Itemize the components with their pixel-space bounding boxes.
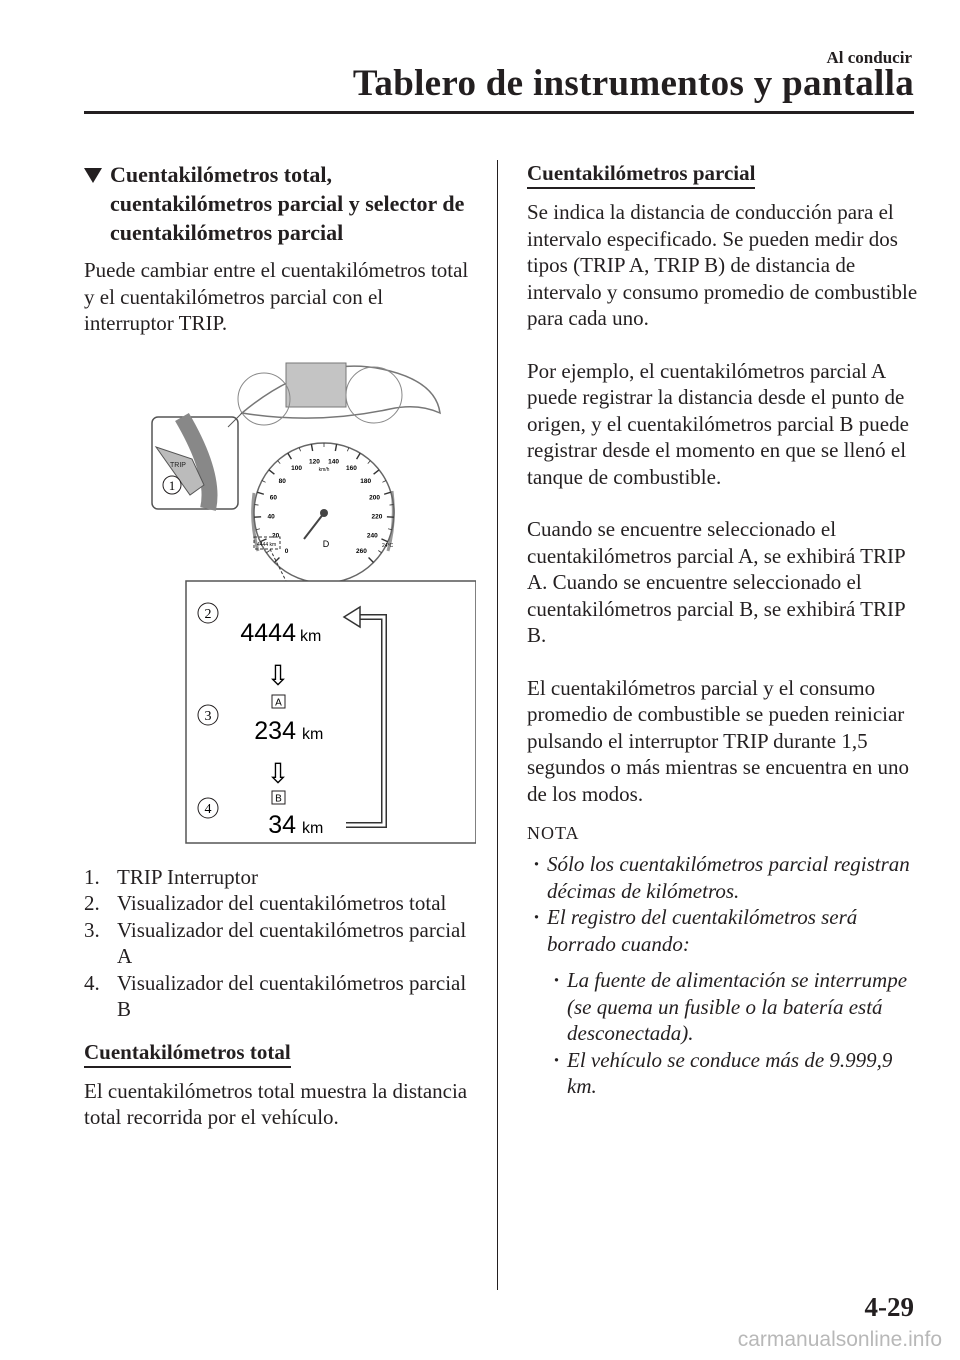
gauge-tick	[257, 492, 264, 494]
gauge-tick-label: 180	[360, 477, 372, 485]
gauge-tick-label: 60	[269, 494, 278, 502]
column-divider	[497, 160, 498, 1290]
nota-list	[527, 851, 922, 957]
svg-text:B: B	[275, 793, 282, 804]
svg-text:2: 2	[204, 606, 212, 622]
gauge-tick-label: 80	[278, 477, 286, 485]
gauge-needle	[304, 513, 324, 539]
paragraph-2: Por ejemplo, el cuentakilómetros parcial A puede registrar la distancia desde el punto de origen, y el cuentakilómetros parcial B puede registrar desde el momento en que se llenó el tanque de combustible.	[527, 358, 909, 489]
gauge-tick	[269, 469, 275, 473]
section-heading	[84, 160, 474, 247]
mini-odometer: 4444 km	[257, 541, 277, 548]
section-heading-text: Cuentakilómetros total, cuentakilómetros parcial y selector de cuentakilómetros parcial	[110, 162, 465, 245]
gauge-tick	[299, 447, 300, 451]
section-label: Al conducir	[826, 48, 912, 67]
page-title: Tablero de instrumentos y pantalla	[352, 63, 914, 104]
cluster-screen	[286, 363, 346, 407]
header-rule	[84, 111, 914, 114]
total-odometer-value: 4444	[240, 618, 296, 647]
left-column	[84, 160, 474, 1131]
total-odometer-unit: km	[300, 627, 322, 645]
nota-sublist	[547, 967, 922, 1100]
gauge-tick	[278, 460, 281, 463]
watermark: carmanualsonline.info	[737, 1328, 942, 1351]
trip-a-unit: km	[302, 725, 324, 743]
gauge-tick	[378, 550, 381, 552]
nota-label: NOTA	[527, 823, 580, 843]
down-arrow-icon: ⇩	[266, 658, 290, 692]
trip-b-value: 34	[268, 810, 296, 839]
gauge-tick-label: 160	[345, 464, 357, 472]
gauge-tick	[347, 447, 348, 451]
gauge-tick-label: 240	[366, 531, 378, 539]
temperature-readout: 24°C	[382, 542, 394, 549]
svg-text:1: 1	[168, 477, 176, 493]
trip-a-value: 234	[254, 716, 296, 745]
gauge-tick	[311, 444, 312, 451]
gauge-tick	[381, 538, 387, 541]
gauge-tick	[384, 492, 391, 494]
total-odometer-text: El cuentakilómetros total muestra la distancia total recorrida por el vehículo.	[84, 1078, 468, 1129]
paragraph-4: El cuentakilómetros parcial y el consumo promedio de combustible se pueden reiniciar pulsando el interruptor TRIP durante 1,5 segundos o más mientras se encuentra en uno de los modos.	[527, 675, 909, 806]
speedometer	[253, 443, 394, 583]
gauge-tick	[357, 453, 361, 459]
gauge-tick-label: 140	[328, 457, 339, 465]
paragraph-3: Cuando se encuentre seleccionado el cuentakilómetros parcial A, se exhibirá TRIP A. Cuando se encuentre seleccionado el cuentakilómetros parcial B, se exhibirá TRIP B.	[527, 517, 905, 647]
nota-item: · Sólo los cuentakilómetros parcial registran décimas de kilómetros.	[533, 852, 910, 903]
cluster-left-dial	[238, 373, 290, 425]
legend-item: 1. TRIP Interruptor	[84, 864, 258, 889]
gauge-tick	[382, 480, 386, 482]
gauge-unit-label: km/h	[318, 466, 330, 473]
nota-item: · El registro del cuentakilómetros será borrado cuando:	[533, 905, 858, 956]
nota-subitem: · La fuente de alimentación se interrumpe (se quema un fusible o la batería está desconectada).	[553, 968, 908, 1045]
gauge-tick-label: 20	[272, 531, 280, 539]
zoom-line	[270, 549, 286, 581]
trip-b-unit: km	[302, 819, 324, 837]
gauge-tick	[374, 469, 380, 473]
legend-item: 4. Visualizador del cuentakilómetros parcial B	[84, 970, 467, 1021]
gauge-tick-label: 220	[371, 513, 383, 521]
gauge-tick-label: 120	[309, 457, 320, 465]
triangle-bullet-icon	[84, 168, 102, 183]
gauge-tick	[288, 453, 292, 459]
right-column	[527, 160, 922, 1100]
cluster-right-dial	[346, 367, 402, 423]
gauge-tick-label: 0	[284, 547, 289, 555]
gear-indicator: D	[322, 538, 330, 549]
gauge-tick-label: 40	[267, 513, 275, 521]
page-number: 4-29	[864, 1292, 914, 1322]
gauge-tick-label: 260	[356, 547, 367, 555]
gauge-tick	[266, 550, 269, 552]
svg-text:A: A	[275, 697, 282, 708]
legend-item: 3. Visualizador del cuentakilómetros parcial A	[84, 917, 467, 968]
gauge-tick-label: 100	[291, 464, 303, 472]
trip-meter-heading: Cuentakilómetros parcial	[527, 160, 755, 189]
svg-text:3: 3	[204, 708, 212, 724]
figure-legend	[84, 864, 474, 1023]
gauge-hub	[320, 509, 328, 517]
paragraph-1: Se indica la distancia de conducción para el intervalo especificado. Se pueden medir dos tipos (TRIP A, TRIP B) de distancia de intervalo y consumo promedio de combustible para cada uno.	[527, 200, 918, 330]
odometer-illustration	[146, 355, 476, 850]
gauge-tick	[262, 480, 266, 482]
gauge-tick-label: 200	[369, 494, 381, 502]
down-arrow-icon: ⇩	[266, 756, 290, 790]
gauge-tick	[368, 460, 371, 463]
gauge-tick	[335, 444, 336, 451]
svg-text:4: 4	[204, 801, 212, 817]
total-odometer-heading: Cuentakilómetros total	[84, 1039, 291, 1068]
trip-button-label: TRIP	[170, 461, 186, 469]
legend-item: 2. Visualizador del cuentakilómetros total	[84, 891, 447, 915]
intro-paragraph: Puede cambiar entre el cuentakilómetros total y el cuentakilómetros parcial con el interruptor TRIP.	[84, 258, 469, 335]
nota-subitem: · El vehículo se conduce más de 9.999,9 km.	[553, 1047, 893, 1098]
gauge-tick	[369, 557, 374, 562]
gauge-tick	[256, 528, 260, 529]
display-panel	[186, 581, 476, 843]
odometer-figure	[146, 355, 476, 850]
